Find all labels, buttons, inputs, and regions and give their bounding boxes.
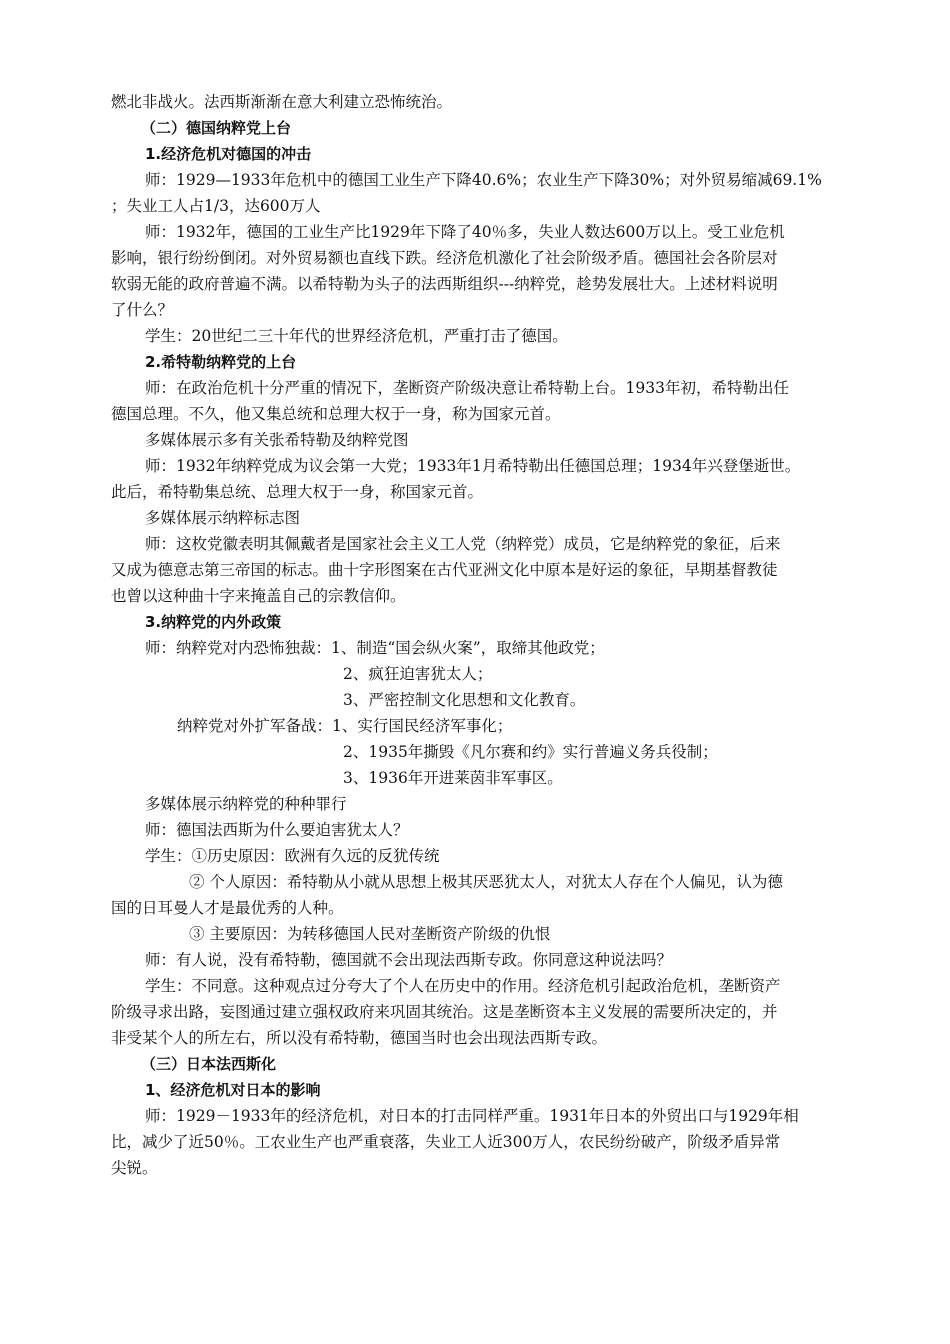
policy-list-item: 2、疯狂迫害犹太人；: [343, 665, 493, 683]
text-line: 了什么？: [111, 301, 174, 319]
text-line: 师：1929－1933年的经济危机，对日本的打击同样严重。1931年日本的外贸出口与1929年相: [145, 1107, 799, 1125]
text-line: 师：1929—1933年危机中的德国工业生产下降40.6%；农业生产下降30%；对外贸易缩减69.1%: [145, 171, 822, 189]
text-line: 师：有人说，没有希特勒，德国就不会出现法西斯专政。你同意这种说法吗？: [145, 951, 673, 969]
text-line: 学生：20世纪二三十年代的世界经济危机，严重打击了德国。: [145, 327, 568, 345]
text-line: 学生：不同意。这种观点过分夸大了个人在历史中的作用。经济危机引起政治危机，垄断资产: [145, 977, 781, 995]
text-line: 师：1932年，德国的工业生产比1929年下降了40％多，失业人数达600万以上。受工业危机: [145, 223, 785, 241]
text-line: 影响，银行纷纷倒闭。对外贸易额也直线下跌。经济危机激化了社会阶级矛盾。德国社会各阶层对: [111, 249, 778, 267]
text-line: 燃北非战火。法西斯渐渐在意大利建立恐怖统治。: [111, 93, 453, 111]
text-line: 学生：①历史原因：欧洲有久远的反犹传统: [145, 847, 440, 865]
text-line: 师：1932年纳粹党成为议会第一大党；1933年1月希特勒出任德国总理；1934年兴登堡逝世。: [145, 457, 801, 475]
policy-list-item: 3、1936年开进莱茵非军事区。: [343, 769, 563, 787]
text-line: 阶级寻求出路，妄图通过建立强权政府来巩固其统治。这是垄断资本主义发展的需要所决定的，并: [111, 1003, 778, 1021]
text-line: 非受某个人的所左右，所以没有希特勒，德国当时也会出现法西斯专政。: [111, 1029, 608, 1047]
text-line: 此后，希特勒集总统、总理大权于一身，称国家元首。: [111, 483, 484, 501]
text-line: 师：在政治危机十分严重的情况下，垄断资产阶级决意让希特勒上台。1933年初，希特勒出任: [145, 379, 789, 397]
section-heading: （二）德国纳粹党上台: [141, 119, 292, 137]
section-heading: （三）日本法西斯化: [141, 1055, 277, 1073]
text-line: 又成为德意志第三帝国的标志。曲十字形图案在古代亚洲文化中原本是好运的象征，早期基督教徒: [111, 561, 778, 579]
text-line: 多媒体展示纳粹党的种种罪行: [145, 795, 347, 813]
text-line: 多媒体展示纳粹标志图: [145, 509, 301, 527]
policy-line: 纳粹党对外扩军备战：1、实行国民经济军事化；: [177, 717, 513, 735]
text-line: ；失业工人占1/3，达600万人: [111, 197, 321, 215]
reason-item: ② 个人原因：希特勒从小就从思想上极其厌恶犹太人，对犹太人存在个人偏见，认为德: [189, 873, 783, 891]
text-line: 尖锐。: [111, 1159, 158, 1177]
text-line: 师：这枚党徽表明其佩戴者是国家社会主义工人党（纳粹党）成员，它是纳粹党的象征，后来: [145, 535, 781, 553]
text-line: 软弱无能的政府普遍不满。以希特勒为头子的法西斯组织---纳粹党，趁势发展壮大。上述材料说明: [111, 275, 778, 293]
text-line: 德国总理。不久，他又集总统和总理大权于一身，称为国家元首。: [111, 405, 561, 423]
policy-line: 师：纳粹党对内恐怖独裁：1、制造“国会纵火案”，取缔其他政党；: [145, 639, 605, 657]
text-line: 国的日耳曼人才是最优秀的人种。: [111, 899, 344, 917]
text-line: 师：德国法西斯为什么要迫害犹太人？: [145, 821, 409, 839]
text-line: 也曾以这种曲十字来掩盖自己的宗教信仰。: [111, 587, 406, 605]
subsection-heading: 2.希特勒纳粹党的上台: [145, 353, 297, 371]
policy-list-item: 2、1935年撕毁《凡尔赛和约》实行普遍义务兵役制；: [343, 743, 718, 761]
subsection-heading: 3.纳粹党的内外政策: [145, 613, 282, 631]
subsection-heading: 1、经济危机对日本的影响: [145, 1081, 321, 1099]
text-line: 比，减少了近50％。工农业生产也严重衰落，失业工人近300万人，农民纷纷破产，阶级矛盾异常: [111, 1133, 781, 1151]
text-line: 多媒体展示多有关张希特勒及纳粹党图: [145, 431, 409, 449]
policy-list-item: 3、严密控制文化思想和文化教育。: [343, 691, 586, 709]
reason-item: ③ 主要原因：为转移德国人民对垄断资产阶级的仇恨: [189, 925, 551, 943]
subsection-heading: 1.经济危机对德国的冲击: [145, 145, 312, 163]
